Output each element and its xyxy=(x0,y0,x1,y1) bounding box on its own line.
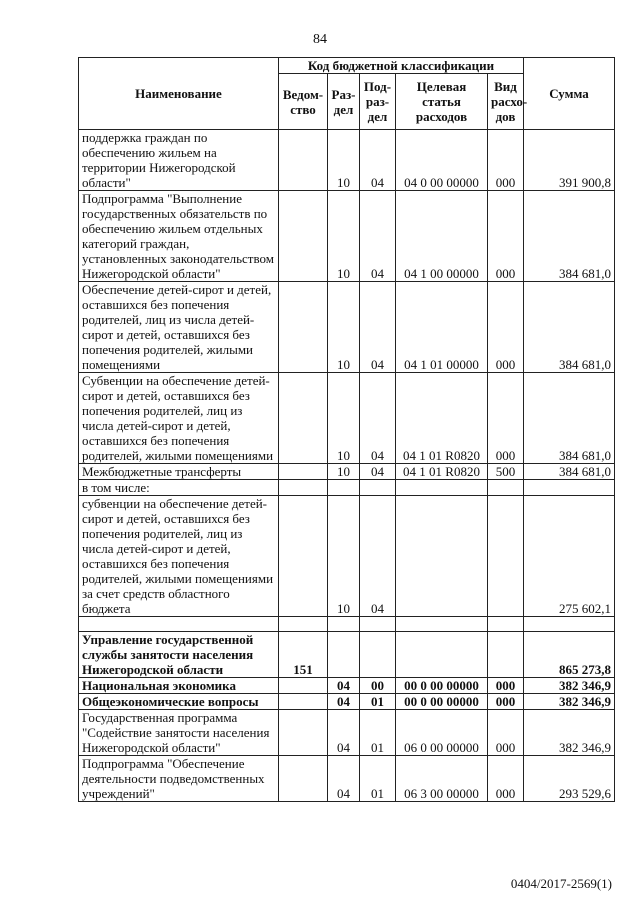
row-vedomstvo xyxy=(279,191,328,282)
row-podrazdel xyxy=(360,480,396,496)
row-razdel: 10 xyxy=(328,464,360,480)
table-row xyxy=(79,678,615,694)
row-vid xyxy=(488,632,524,678)
row-name: Национальная экономика xyxy=(79,678,279,694)
row-celevaya xyxy=(396,480,488,496)
row-razdel xyxy=(328,632,360,678)
row-celevaya xyxy=(396,617,488,632)
row-vid xyxy=(488,496,524,617)
table-row xyxy=(79,130,615,191)
row-vedomstvo xyxy=(279,373,328,464)
row-celevaya: 04 1 01 R0820 xyxy=(396,373,488,464)
budget-table xyxy=(78,57,615,802)
row-vedomstvo xyxy=(279,710,328,756)
header-razdel: Раз- дел xyxy=(328,74,360,130)
table-row xyxy=(79,282,615,373)
row-name: Общеэкономические вопросы xyxy=(79,694,279,710)
table-row xyxy=(79,617,615,632)
row-vedomstvo xyxy=(279,480,328,496)
row-razdel: 04 xyxy=(328,694,360,710)
row-razdel: 04 xyxy=(328,678,360,694)
row-celevaya: 04 0 00 00000 xyxy=(396,130,488,191)
row-vid: 000 xyxy=(488,130,524,191)
table-row xyxy=(79,632,615,678)
table-row xyxy=(79,710,615,756)
row-razdel: 04 xyxy=(328,710,360,756)
row-vid: 000 xyxy=(488,710,524,756)
row-name: Субвенции на обеспечение детей-сирот и детей, оставшихся без попечения родителей, лиц из числа детей-сирот и детей, оставшихся без попечения родителей, жилыми помещениями xyxy=(79,373,279,464)
row-vedomstvo xyxy=(279,694,328,710)
row-celevaya: 04 1 01 00000 xyxy=(396,282,488,373)
row-celevaya: 04 1 01 R0820 xyxy=(396,464,488,480)
row-summa: 391 900,8 xyxy=(524,130,615,191)
table-row xyxy=(79,480,615,496)
row-vid: 000 xyxy=(488,756,524,802)
row-vid: 000 xyxy=(488,282,524,373)
row-podrazdel: 04 xyxy=(360,464,396,480)
header-podrazdel: Под- раз- дел xyxy=(360,74,396,130)
row-vid: 000 xyxy=(488,373,524,464)
row-vid: 000 xyxy=(488,694,524,710)
row-podrazdel: 04 xyxy=(360,373,396,464)
row-vedomstvo: 151 xyxy=(279,632,328,678)
row-podrazdel: 04 xyxy=(360,496,396,617)
row-name: в том числе: xyxy=(79,480,279,496)
row-summa: 382 346,9 xyxy=(524,678,615,694)
row-summa: 384 681,0 xyxy=(524,464,615,480)
row-vedomstvo xyxy=(279,756,328,802)
row-vedomstvo xyxy=(279,464,328,480)
document-code: 0404/2017-2569(1) xyxy=(510,876,612,891)
row-vedomstvo xyxy=(279,130,328,191)
row-summa: 382 346,9 xyxy=(524,710,615,756)
row-vid: 000 xyxy=(488,678,524,694)
table-row xyxy=(79,496,615,617)
row-name: поддержка граждан по обеспечению жильем на территории Нижегородской области" xyxy=(79,130,279,191)
row-vedomstvo xyxy=(279,282,328,373)
row-razdel: 04 xyxy=(328,756,360,802)
table-row xyxy=(79,694,615,710)
row-name: Обеспечение детей-сирот и детей, оставшихся без попечения родителей, лиц из числа детей-сирот и детей, оставшихся без попечения родителей, жилыми помещениями xyxy=(79,282,279,373)
table-row xyxy=(79,756,615,802)
header-celevaya: Целевая статья расходов xyxy=(396,74,488,130)
row-summa: 384 681,0 xyxy=(524,191,615,282)
header-vedomstvo: Ведом- ство xyxy=(279,74,328,130)
table-row xyxy=(79,191,615,282)
row-razdel xyxy=(328,480,360,496)
row-summa: 384 681,0 xyxy=(524,373,615,464)
row-podrazdel: 01 xyxy=(360,710,396,756)
row-celevaya: 06 0 00 00000 xyxy=(396,710,488,756)
row-celevaya xyxy=(396,632,488,678)
row-celevaya: 06 3 00 00000 xyxy=(396,756,488,802)
row-razdel: 10 xyxy=(328,191,360,282)
table-row xyxy=(79,373,615,464)
header-code-group: Код бюджетной классификации xyxy=(279,58,524,74)
row-podrazdel: 01 xyxy=(360,756,396,802)
row-summa: 384 681,0 xyxy=(524,282,615,373)
header-summa: Сумма xyxy=(524,58,615,130)
row-name: Межбюджетные трансферты xyxy=(79,464,279,480)
row-podrazdel: 01 xyxy=(360,694,396,710)
row-razdel: 10 xyxy=(328,496,360,617)
row-podrazdel xyxy=(360,632,396,678)
table-row xyxy=(79,464,615,480)
header-name: Наименование xyxy=(79,58,279,130)
row-name: Государственная программа "Содействие занятости населения Нижегородской области" xyxy=(79,710,279,756)
row-name: субвенции на обеспечение детей-сирот и детей, оставшихся без попечения родителей, лиц из числа детей-сирот и детей, оставшихся без попечения родителей, жилыми помещениями за счет средств областного бюджета xyxy=(79,496,279,617)
row-celevaya: 00 0 00 00000 xyxy=(396,678,488,694)
row-vid: 500 xyxy=(488,464,524,480)
row-podrazdel: 00 xyxy=(360,678,396,694)
row-razdel: 10 xyxy=(328,130,360,191)
row-summa xyxy=(524,617,615,632)
row-celevaya: 04 1 00 00000 xyxy=(396,191,488,282)
table-body xyxy=(79,130,615,802)
row-summa: 275 602,1 xyxy=(524,496,615,617)
row-razdel: 10 xyxy=(328,282,360,373)
row-vid xyxy=(488,617,524,632)
row-name: Управление государственной службы занятости населения Нижегородской области xyxy=(79,632,279,678)
row-summa: 293 529,6 xyxy=(524,756,615,802)
row-name xyxy=(79,617,279,632)
page-number: 84 xyxy=(313,32,327,47)
row-podrazdel: 04 xyxy=(360,130,396,191)
row-vedomstvo xyxy=(279,496,328,617)
row-summa: 382 346,9 xyxy=(524,694,615,710)
row-vid: 000 xyxy=(488,191,524,282)
row-summa xyxy=(524,480,615,496)
row-razdel xyxy=(328,617,360,632)
row-summa: 865 273,8 xyxy=(524,632,615,678)
row-name: Подпрограмма "Выполнение государственных обязательств по обеспечению жильем отдельных категорий граждан, установленных законодательством Нижегородской области" xyxy=(79,191,279,282)
row-name: Подпрограмма "Обеспечение деятельности подведомственных учреждений" xyxy=(79,756,279,802)
row-razdel: 10 xyxy=(328,373,360,464)
header-vid: Вид расхо- дов xyxy=(488,74,524,130)
row-vedomstvo xyxy=(279,678,328,694)
row-podrazdel xyxy=(360,617,396,632)
row-vedomstvo xyxy=(279,617,328,632)
row-celevaya xyxy=(396,496,488,617)
row-celevaya: 00 0 00 00000 xyxy=(396,694,488,710)
row-vid xyxy=(488,480,524,496)
row-podrazdel: 04 xyxy=(360,191,396,282)
row-podrazdel: 04 xyxy=(360,282,396,373)
